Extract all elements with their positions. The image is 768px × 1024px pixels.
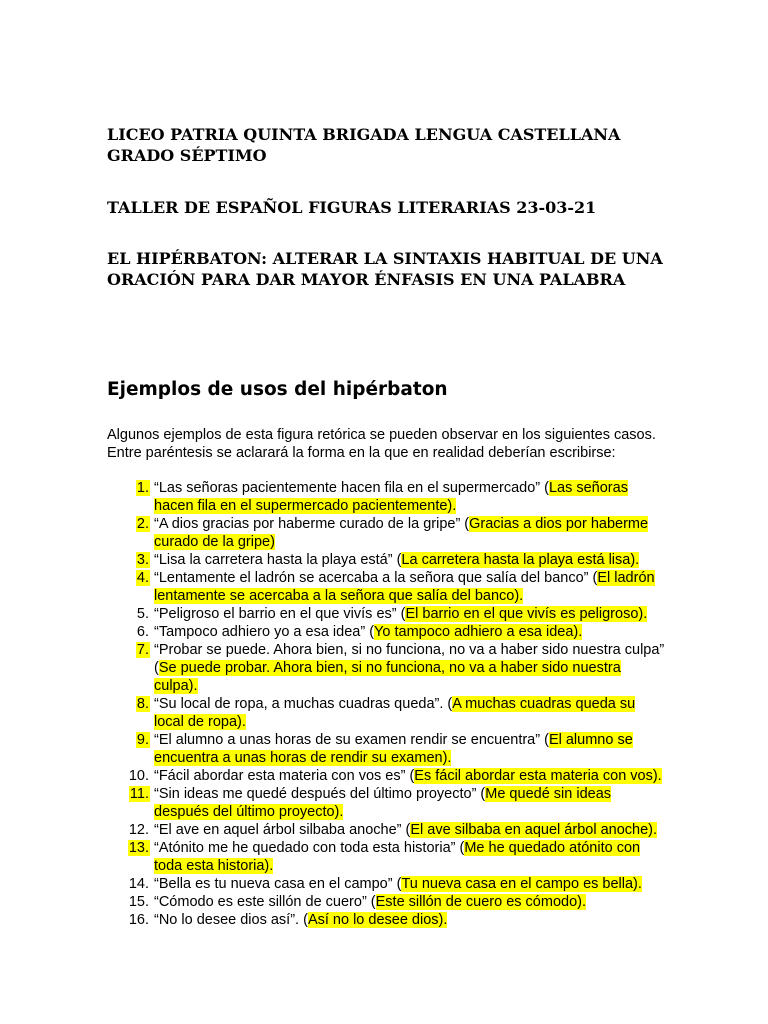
example-number-text: 14. <box>128 876 149 892</box>
example-number <box>107 695 151 731</box>
example-number <box>107 515 151 551</box>
example-correction: El ladrón lentamente se acercaba a la señora que salía del banco). <box>154 570 655 604</box>
example-sentence: “Probar se puede. Ahora bien, si no funciona, no va a haber sido nuestra culpa” ( <box>154 642 665 676</box>
example-number-text: 2. <box>136 516 149 532</box>
section-title: Ejemplos de usos del hipérbaton <box>107 379 448 400</box>
example-correction: Me he quedado atónito con toda esta historia). <box>154 840 641 874</box>
example-number <box>107 767 151 785</box>
example-item <box>107 893 667 911</box>
workshop-title: TALLER DE ESPAÑOL FIGURAS LITERARIAS 23-03-21 <box>107 198 597 217</box>
example-body <box>151 551 667 569</box>
intro-paragraph: Algunos ejemplos de esta figura retórica se pueden observar en los siguientes casos. Entre paréntesis se aclarará la forma en la que en realidad deberían escribirse: <box>107 427 656 461</box>
example-item <box>107 767 667 785</box>
example-number-text: 7. <box>136 642 149 658</box>
example-number-text: 16. <box>128 912 149 928</box>
definition <box>107 248 663 290</box>
example-item <box>107 569 667 605</box>
example-number <box>107 839 151 875</box>
example-sentence: “Fácil abordar esta materia con vos es” ( <box>154 768 415 784</box>
example-item <box>107 911 667 929</box>
example-body <box>151 875 667 893</box>
example-body <box>151 515 667 551</box>
example-body <box>151 731 667 767</box>
example-number-text: 13. <box>128 840 149 856</box>
example-sentence: “Bella es tu nueva casa en el campo” ( <box>154 876 402 892</box>
example-correction: Así no lo desee dios). <box>307 912 448 928</box>
example-body <box>151 839 667 875</box>
example-item <box>107 515 667 551</box>
example-number-text: 12. <box>128 822 149 838</box>
example-correction: El ave silbaba en aquel árbol anoche). <box>410 822 657 838</box>
example-sentence: “Lentamente el ladrón se acercaba a la señora que salía del banco” ( <box>154 570 598 586</box>
example-correction: A muchas cuadras queda su local de ropa). <box>154 696 636 730</box>
example-correction: Tu nueva casa en el campo es bella). <box>401 876 642 892</box>
example-sentence: “El ave en aquel árbol silbaba anoche” ( <box>154 822 411 838</box>
example-item <box>107 785 667 821</box>
example-number-text: 15. <box>128 894 149 910</box>
example-sentence: “Su local de ropa, a muchas cuadras queda”. ( <box>154 696 453 712</box>
example-sentence: “Sin ideas me quedé después del último proyecto” ( <box>154 786 486 802</box>
example-number <box>107 551 151 569</box>
example-correction: El alumno se encuentra a unas horas de rendir su examen). <box>154 732 633 766</box>
example-number-text: 3. <box>136 552 149 568</box>
example-correction: Este sillón de cuero es cómodo). <box>375 894 586 910</box>
example-number <box>107 911 151 929</box>
example-body <box>151 605 667 623</box>
example-sentence: “A dios gracias por haberme curado de la gripe” ( <box>154 516 470 532</box>
example-sentence: “Atónito me he quedado con toda esta historia” ( <box>154 840 465 856</box>
example-number-text: 9. <box>136 732 149 748</box>
example-sentence: “Cómodo es este sillón de cuero” ( <box>154 894 376 910</box>
example-correction: Gracias a dios por haberme curado de la gripe) <box>154 516 649 550</box>
example-correction: Yo tampoco adhiero a esa idea). <box>374 624 583 640</box>
example-number <box>107 605 151 623</box>
example-number <box>107 785 151 821</box>
example-item <box>107 875 667 893</box>
example-sentence: “No lo desee dios así”. ( <box>154 912 308 928</box>
example-number-text: 11. <box>129 786 149 802</box>
example-body <box>151 479 667 515</box>
example-item <box>107 695 667 731</box>
example-correction: El barrio en el que vivís es peligroso). <box>405 606 648 622</box>
example-sentence: “Tampoco adhiero yo a esa idea” ( <box>154 624 375 640</box>
example-correction: Las señoras hacen fila en el supermercado pacientemente). <box>154 480 628 514</box>
example-item <box>107 479 667 515</box>
school-header <box>107 124 620 166</box>
example-body <box>151 623 667 641</box>
example-number <box>107 731 151 767</box>
example-body <box>151 641 667 695</box>
example-number-text: 5. <box>136 606 149 622</box>
example-number <box>107 893 151 911</box>
example-number-text: 4. <box>136 570 149 586</box>
example-body <box>151 569 667 605</box>
example-number-text: 8. <box>136 696 149 712</box>
example-item <box>107 731 667 767</box>
example-correction: Me quedé sin ideas después del último proyecto). <box>154 786 612 820</box>
example-number <box>107 821 151 839</box>
example-sentence: “Peligroso el barrio en el que vivís es” ( <box>154 606 406 622</box>
grade: GRADO SÉPTIMO <box>107 146 267 165</box>
example-sentence: “El alumno a unas horas de su examen rendir se encuentra” ( <box>154 732 549 748</box>
example-correction: Es fácil abordar esta materia con vos). <box>414 768 662 784</box>
example-item <box>107 551 667 569</box>
example-number <box>107 641 151 695</box>
example-number-text: 6. <box>136 624 149 640</box>
school-name: LICEO PATRIA QUINTA BRIGADA LENGUA CASTELLANA <box>107 125 621 144</box>
example-correction: Se puede probar. Ahora bien, si no funciona, no va a haber sido nuestra culpa). <box>154 660 621 694</box>
example-item <box>107 839 667 875</box>
example-body <box>151 821 667 839</box>
example-correction: La carretera hasta la playa está lisa). <box>401 552 640 568</box>
example-body <box>151 893 667 911</box>
example-body <box>151 695 667 731</box>
examples-list <box>107 479 667 929</box>
example-item <box>107 605 667 623</box>
example-number-text: 1. <box>136 480 149 496</box>
example-sentence: “Las señoras pacientemente hacen fila en el supermercado” ( <box>154 480 549 496</box>
definition-line-2: ORACIÓN PARA DAR MAYOR ÉNFASIS EN UNA PALABRA <box>107 270 626 289</box>
example-item <box>107 623 667 641</box>
definition-line-1: EL HIPÉRBATON: ALTERAR LA SINTAXIS HABITUAL DE UNA <box>107 249 663 268</box>
example-number <box>107 875 151 893</box>
example-body <box>151 785 667 821</box>
example-number <box>107 479 151 515</box>
example-item <box>107 641 667 695</box>
example-sentence: “Lisa la carretera hasta la playa está” ( <box>154 552 402 568</box>
example-number <box>107 623 151 641</box>
example-number-text: 10. <box>128 768 149 784</box>
example-body <box>151 911 667 929</box>
example-item <box>107 821 667 839</box>
example-number <box>107 569 151 605</box>
example-body <box>151 767 667 785</box>
